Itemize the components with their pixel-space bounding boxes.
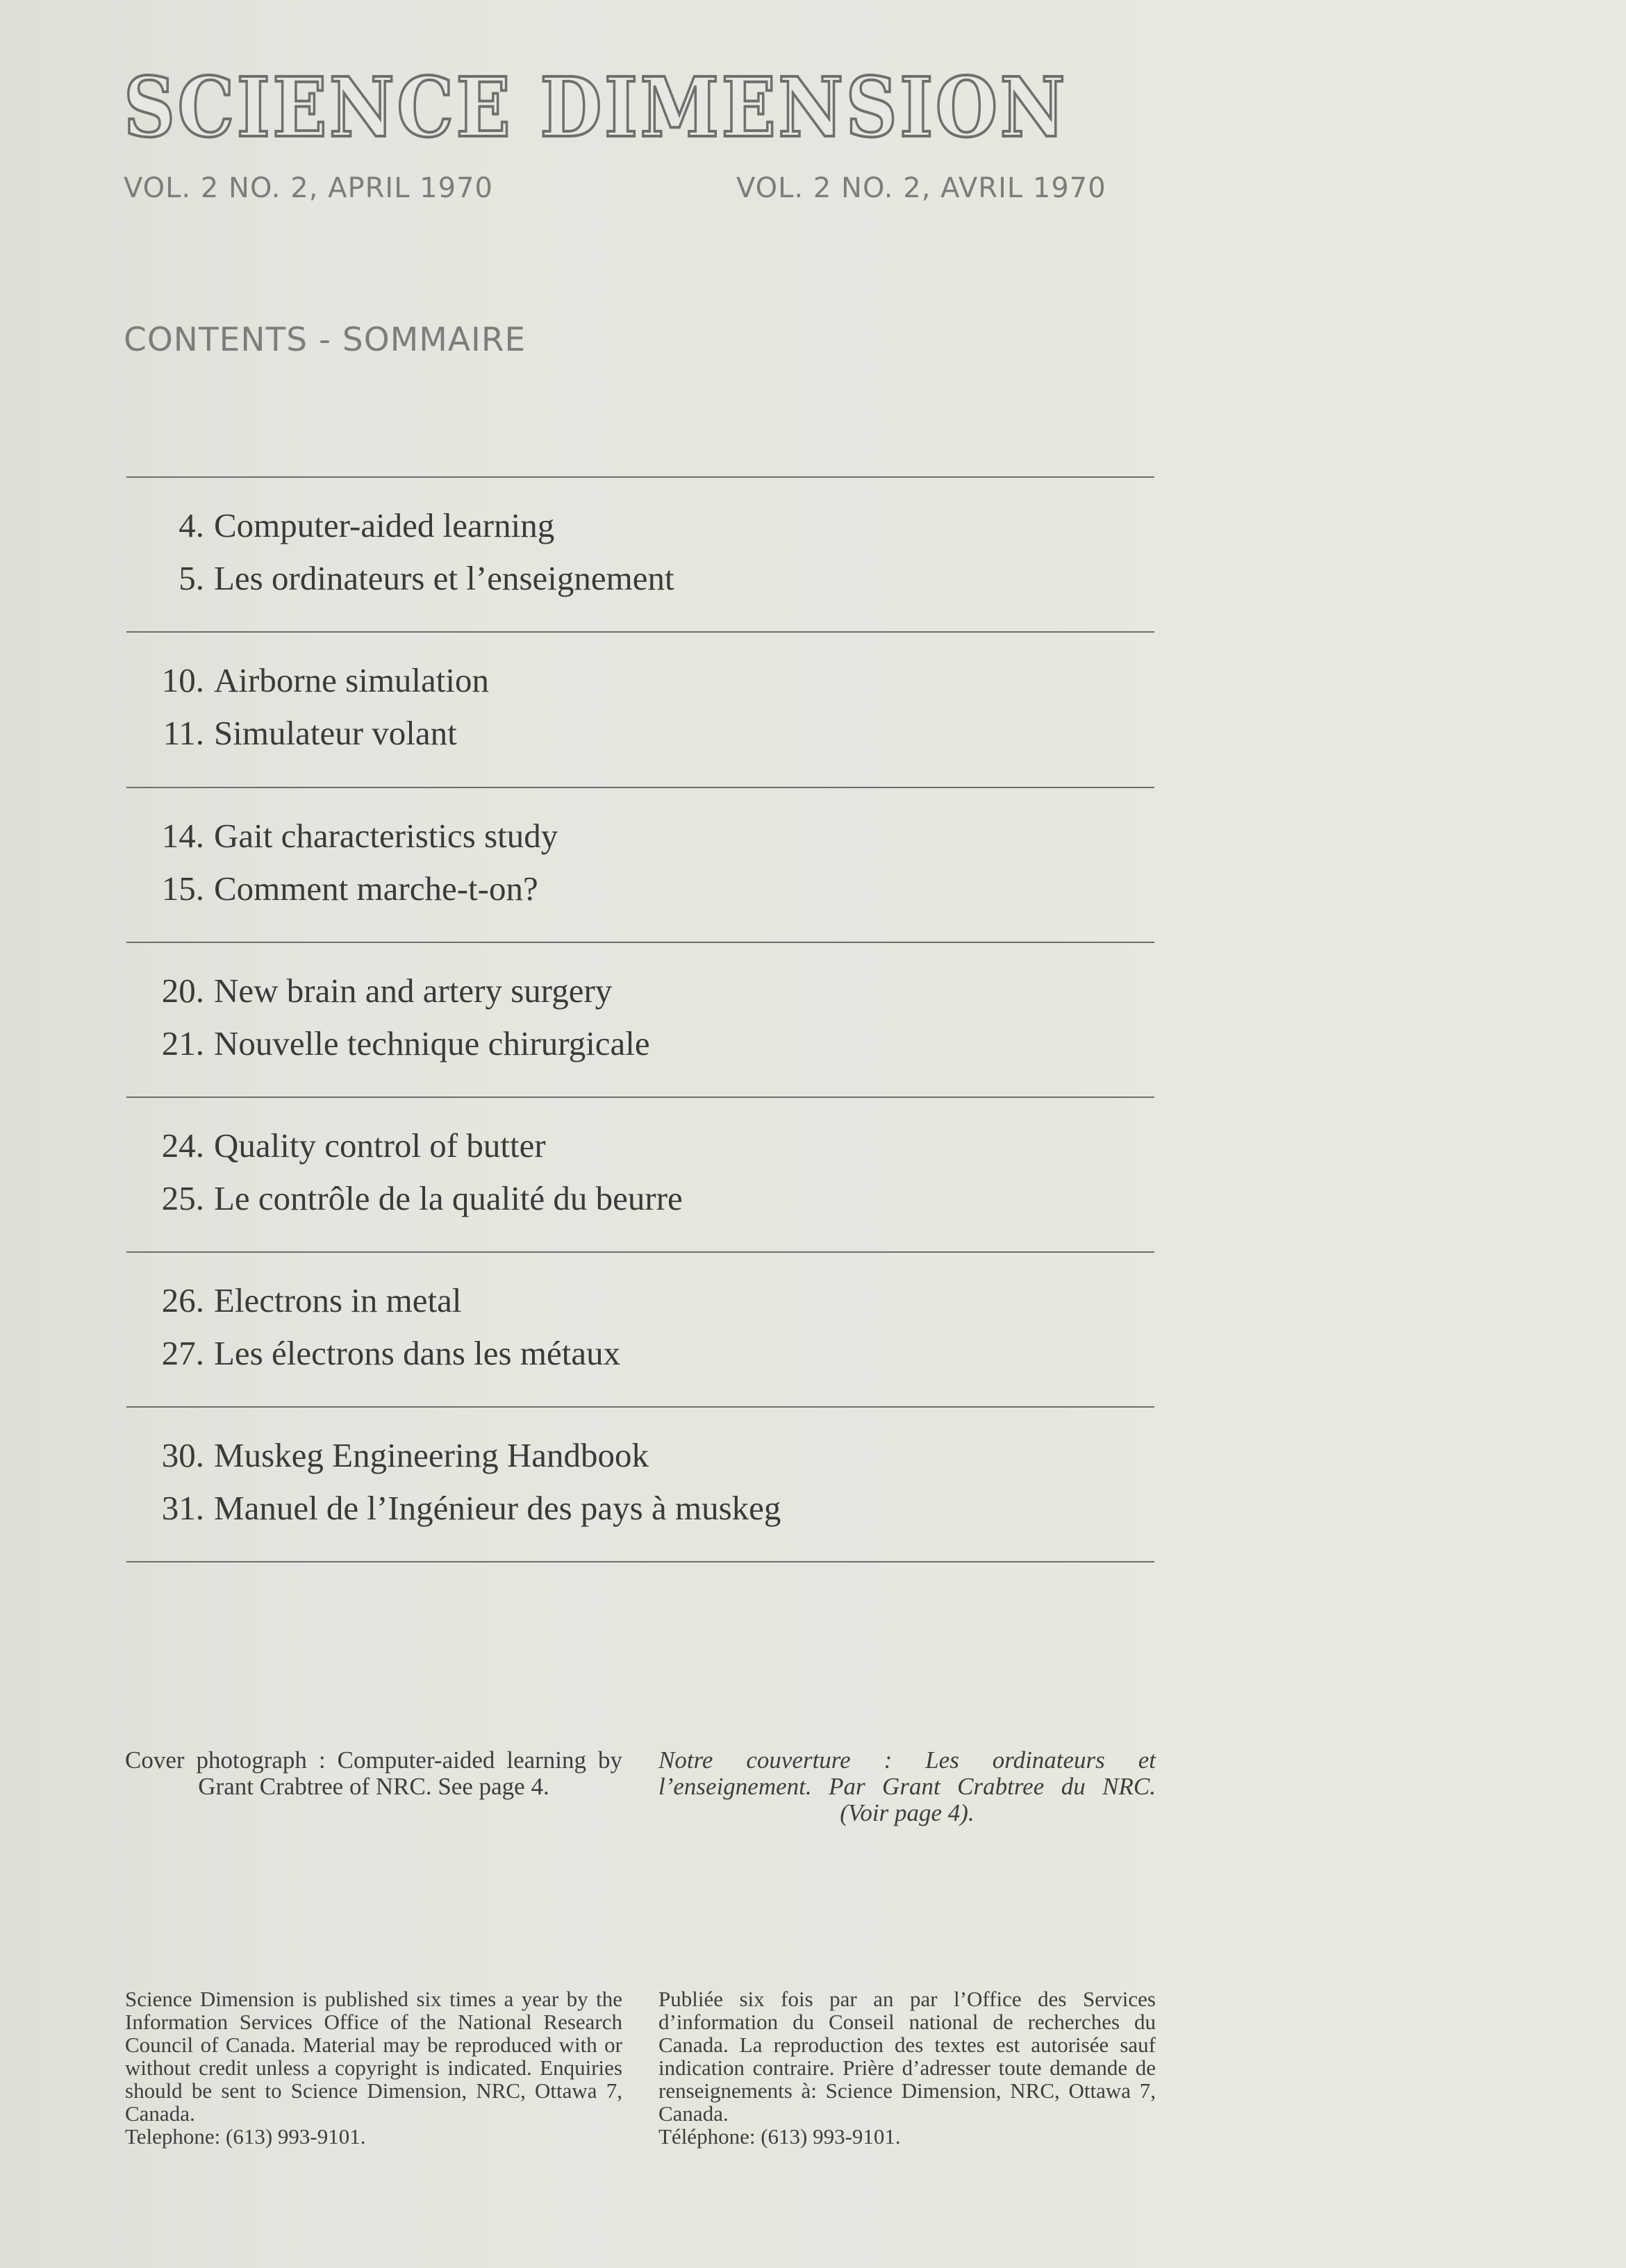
divider — [126, 1097, 1154, 1098]
toc-page-number: 14. — [161, 817, 204, 855]
cover-note-english — [125, 1747, 622, 1800]
cover-note-text: Cover photograph : Computer-aided learning by Grant Crabtree of NRC. See page 4. — [125, 1746, 622, 1800]
toc-entry[interactable] — [126, 974, 612, 1008]
toc-page-number: 26. — [161, 1281, 204, 1319]
toc-page-number: 27. — [161, 1334, 204, 1372]
toc-page-number: 21. — [161, 1024, 204, 1062]
toc-title: Airborne simulation — [214, 661, 490, 699]
toc-title: Les électrons dans les métaux — [214, 1334, 621, 1372]
publication-note-text: Publiée six fois par an par l’Office des Services d’information du Conseil national de recherches du Canada. La reproduction des textes est autorisée sauf indication contraire. Prière d’adresser toute demande de renseignements à: Science Dimension, NRC, Ottawa 7, Canada. — [658, 1987, 1156, 2126]
publication-note-french — [658, 1987, 1156, 2148]
toc-title: New brain and artery surgery — [214, 972, 613, 1010]
issue-line-english: VOL. 2 NO. 2, APRIL 1970 — [124, 172, 493, 204]
toc-page-number: 24. — [161, 1126, 204, 1165]
toc-title: Le contrôle de la qualité du beurre — [214, 1179, 683, 1217]
divider — [126, 942, 1154, 943]
toc-title: Gait characteristics study — [214, 817, 558, 855]
divider — [126, 631, 1154, 633]
toc-page-number: 11. — [163, 714, 204, 752]
cover-note-french — [658, 1747, 1156, 1826]
toc-page-number: 15. — [161, 869, 204, 908]
toc-entry[interactable] — [126, 1438, 649, 1472]
toc-entry[interactable] — [126, 508, 554, 542]
divider — [126, 1406, 1154, 1408]
toc-page-number: 25. — [161, 1179, 204, 1217]
issue-line-french: VOL. 2 NO. 2, AVRIL 1970 — [736, 172, 1106, 204]
cover-note-text: Notre couverture : Les ordinateurs et l’enseignement. Par Grant Crabtree du NRC. (Voir page 4). — [658, 1746, 1156, 1826]
toc-entry[interactable] — [126, 1283, 462, 1317]
publication-note-english — [125, 1987, 622, 2148]
toc-entry[interactable] — [126, 869, 538, 908]
toc-entry[interactable] — [126, 663, 489, 697]
telephone-line: Téléphone: (613) 993-9101. — [658, 2124, 901, 2149]
toc-page-number: 30. — [161, 1436, 204, 1474]
toc-page-number: 20. — [161, 972, 204, 1010]
divider — [126, 1251, 1154, 1253]
toc-title: Manuel de l’Ingénieur des pays à muskeg — [214, 1489, 781, 1527]
toc-page-number: 5. — [179, 559, 204, 597]
telephone-line: Telephone: (613) 993-9101. — [125, 2124, 366, 2149]
divider — [126, 787, 1154, 788]
divider — [126, 1561, 1154, 1562]
toc-page-number: 31. — [161, 1489, 204, 1527]
divider — [126, 476, 1154, 478]
toc-entry[interactable] — [126, 1491, 781, 1525]
toc-entry[interactable] — [126, 716, 457, 750]
toc-entry[interactable] — [126, 1026, 650, 1060]
toc-entry[interactable] — [126, 1181, 683, 1215]
masthead-title: SCIENCE DIMENSION — [124, 59, 1068, 156]
toc-title: Comment marche-t-on? — [214, 869, 538, 908]
toc-entry[interactable] — [126, 819, 558, 853]
toc-title: Electrons in metal — [214, 1281, 462, 1319]
toc-title: Quality control of butter — [214, 1126, 546, 1165]
toc-entry[interactable] — [126, 1336, 620, 1370]
toc-page-number: 10. — [161, 661, 204, 699]
publication-note-text: Science Dimension is published six times a year by the Information Services Office of the National Research Council of Canada. Material may be reproduced with or without credit unless a copyright is indicated. Enquiries should be sent to Science Dimension, NRC, Ottawa 7, Canada. — [125, 1987, 622, 2126]
toc-title: Muskeg Engineering Handbook — [214, 1436, 649, 1474]
toc-title: Les ordinateurs et l’enseignement — [214, 559, 674, 597]
toc-entry[interactable] — [126, 561, 674, 595]
toc-title: Computer-aided learning — [214, 506, 555, 544]
toc-title: Nouvelle technique chirurgicale — [214, 1024, 650, 1062]
contents-heading: CONTENTS - SOMMAIRE — [124, 321, 526, 359]
toc-title: Simulateur volant — [214, 714, 457, 752]
toc-entry[interactable] — [126, 1126, 546, 1165]
toc-page-number: 4. — [179, 506, 204, 544]
